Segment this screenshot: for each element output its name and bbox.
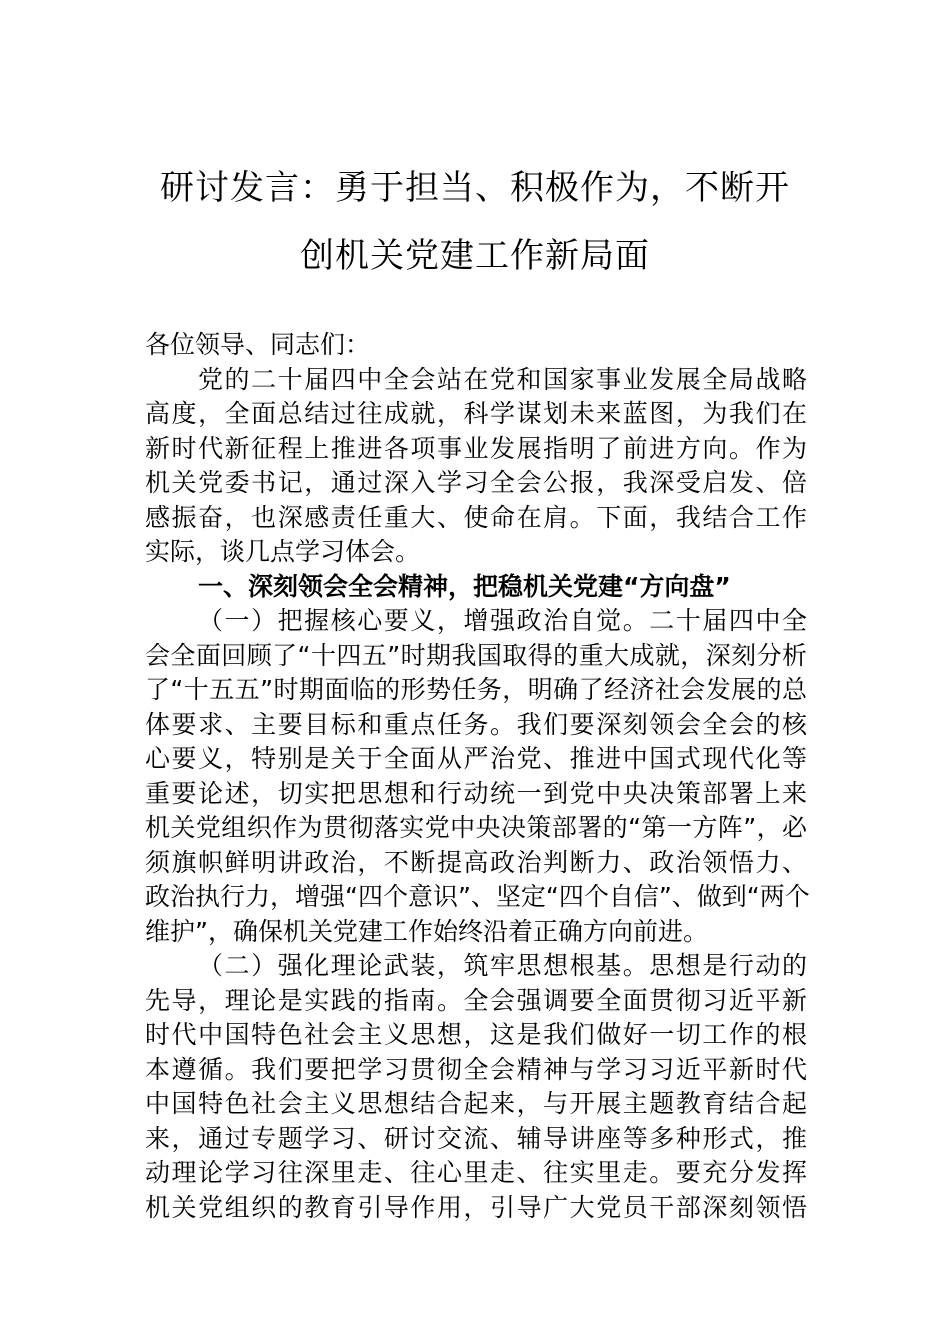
text-line: 来，通过专题学习、研讨交流、辅导讲座等多种形式，推: [145, 1123, 807, 1153]
text-line: 党的二十届四中全会站在党和国家事业发展全局战略: [198, 364, 807, 394]
text-line: 高度，全面总结过往成就，科学谋划未来蓝图，为我们在: [145, 399, 807, 428]
document-title-line-2: 创机关党建工作新局面: [300, 236, 650, 276]
section-heading: [145, 570, 807, 605]
text-line: 重要论述，切实把思想和行动统一到党中央决策部署上来: [145, 778, 807, 808]
text-line: 体要求、主要目标和重点任务。我们要深刻领会全会的核: [145, 709, 807, 739]
text-line: 机关党组织的教育引导作用，引导广大党员干部深刻领悟: [145, 1192, 807, 1222]
text-line: （二）强化理论武装，筑牢思想根基。思想是行动的: [198, 951, 807, 980]
text-line: 心要义，特别是关于全面从严治党、推进中国式现代化等: [145, 744, 807, 773]
text-line: 机关党委书记，通过深入学习全会公报，我深受启发、倍: [145, 468, 807, 497]
text-line: 政治执行力，增强“四个意识”、坚定“四个自信”、做到“两个: [145, 882, 810, 911]
paragraph: [145, 604, 810, 949]
text-line: （一）把握核心要义，增强政治自觉。二十届四中全: [198, 606, 807, 635]
text-line: 本遵循。我们要把学习贯彻全会精神与学习习近平新时代: [145, 1054, 807, 1084]
text-line: 感振奋，也深感责任重大、使命在肩。下面，我结合工作: [145, 502, 807, 532]
text-line: 各位领导、同志们：: [145, 330, 371, 359]
text-line: 时代中国特色社会主义思想，这是我们做好一切工作的根: [145, 1020, 807, 1049]
salutation: [145, 328, 807, 363]
document-body: [145, 328, 810, 1225]
text-line: 实际，谈几点学习体会。: [145, 537, 421, 566]
text-line: 机关党组织作为贯彻落实党中央决策部署的“第一方阵”，必: [145, 813, 807, 842]
text-line: 动理论学习往深里走、往心里走、往实里走。要充分发挥: [145, 1158, 807, 1187]
text-line: 了“十五五”时期面临的形势任务，明确了经济社会发展的总: [145, 675, 807, 704]
text-line: 须旗帜鲜明讲政治，不断提高政治判断力、政治领悟力、: [145, 847, 807, 877]
document-title-line-1: 研讨发言：勇于担当、积极作为，不断开: [160, 168, 790, 208]
text-line: 会全面回顾了“十四五”时期我国取得的重大成就，深刻分析: [145, 640, 807, 670]
text-line: 中国特色社会主义思想结合起来，与开展主题教育结合起: [145, 1089, 807, 1118]
text-line: 一、深刻领会全会精神，把稳机关党建“方向盘”: [198, 571, 731, 601]
text-line: 维护”，确保机关党建工作始终沿着正确方向前进。: [145, 916, 708, 946]
paragraph: [145, 363, 807, 570]
text-line: 新时代新征程上推进各项事业发展指明了前进方向。作为: [145, 433, 807, 463]
text-line: 先导，理论是实践的指南。全会强调要全面贯彻习近平新: [145, 985, 807, 1015]
paragraph: [145, 949, 807, 1225]
